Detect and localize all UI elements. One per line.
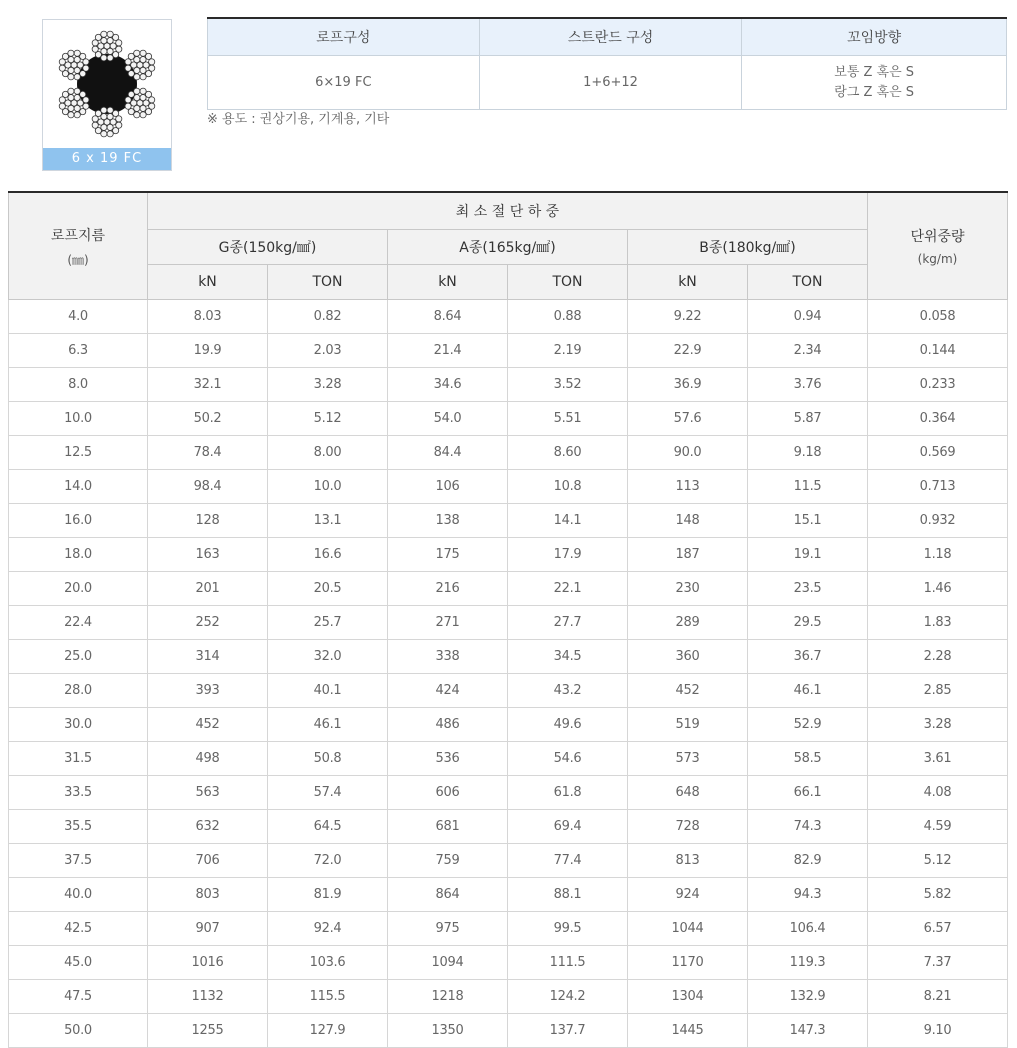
cell-unit-weight: 2.28 <box>868 640 1008 674</box>
wire <box>74 67 80 73</box>
cell-g-ton: 46.1 <box>268 708 388 742</box>
cell-b-kn: 113 <box>628 470 748 504</box>
header-grade-a: A종(165kg/㎟) <box>388 230 628 265</box>
cell-g-ton: 103.6 <box>268 946 388 980</box>
cell-g-ton: 40.1 <box>268 674 388 708</box>
cell-g-kn: 98.4 <box>148 470 268 504</box>
header-b-ton: TON <box>748 265 868 300</box>
cell-g-kn: 563 <box>148 776 268 810</box>
cell-a-ton: 88.1 <box>508 878 628 912</box>
header-rope-diameter <box>9 192 148 300</box>
cell-a-ton: 8.60 <box>508 436 628 470</box>
cell-b-ton: 58.5 <box>748 742 868 776</box>
wire <box>74 74 80 80</box>
cell-a-kn: 138 <box>388 504 508 538</box>
cell-g-kn: 393 <box>148 674 268 708</box>
cell-b-ton: 29.5 <box>748 606 868 640</box>
cell-diameter: 33.5 <box>9 776 148 810</box>
cell-b-ton: 74.3 <box>748 810 868 844</box>
cell-b-ton: 0.94 <box>748 300 868 334</box>
cell-g-ton: 3.28 <box>268 368 388 402</box>
cell-unit-weight: 0.713 <box>868 470 1008 504</box>
cell-unit-weight: 6.57 <box>868 912 1008 946</box>
cell-a-kn: 486 <box>388 708 508 742</box>
cell-b-ton: 82.9 <box>748 844 868 878</box>
cell-g-ton: 115.5 <box>268 980 388 1014</box>
header-unit-weight <box>868 192 1008 300</box>
cell-b-kn: 360 <box>628 640 748 674</box>
cell-b-ton: 11.5 <box>748 470 868 504</box>
cell-b-kn: 1044 <box>628 912 748 946</box>
wire <box>116 40 122 46</box>
header-g-ton: TON <box>268 265 388 300</box>
table-row <box>9 912 1008 946</box>
wire <box>107 131 113 137</box>
cell-unit-weight: 5.12 <box>868 844 1008 878</box>
cell-g-kn: 8.03 <box>148 300 268 334</box>
cell-b-ton: 119.3 <box>748 946 868 980</box>
wire <box>83 59 89 65</box>
cell-a-kn: 54.0 <box>388 402 508 436</box>
wire <box>68 95 74 101</box>
cell-b-kn: 57.6 <box>628 402 748 436</box>
cell-a-ton: 5.51 <box>508 402 628 436</box>
table-row <box>9 470 1008 504</box>
cell-unit-weight: 9.10 <box>868 1014 1008 1048</box>
table-row <box>9 402 1008 436</box>
table-row <box>9 810 1008 844</box>
cell-g-ton: 20.5 <box>268 572 388 606</box>
cell-b-ton: 94.3 <box>748 878 868 912</box>
cell-b-ton: 52.9 <box>748 708 868 742</box>
cell-unit-weight: 3.61 <box>868 742 1008 776</box>
cell-a-kn: 271 <box>388 606 508 640</box>
wire <box>59 103 65 109</box>
cell-g-kn: 1132 <box>148 980 268 1014</box>
wire <box>59 65 65 71</box>
cell-a-ton: 61.8 <box>508 776 628 810</box>
cell-a-ton: 22.1 <box>508 572 628 606</box>
cell-diameter: 37.5 <box>9 844 148 878</box>
cell-diameter: 40.0 <box>9 878 148 912</box>
cell-a-kn: 175 <box>388 538 508 572</box>
usage-note: ※ 용도 : 권상기용, 기계용, 기타 <box>207 112 390 127</box>
cell-diameter: 14.0 <box>9 470 148 504</box>
cell-unit-weight: 0.233 <box>868 368 1008 402</box>
cell-g-kn: 201 <box>148 572 268 606</box>
wire <box>140 74 146 80</box>
cell-a-kn: 424 <box>388 674 508 708</box>
cell-diameter: 47.5 <box>9 980 148 1014</box>
wire <box>134 95 140 101</box>
lay-direction-line-2: 랑그 Z 혹은 S <box>834 84 915 100</box>
cell-b-kn: 452 <box>628 674 748 708</box>
wire <box>134 88 140 94</box>
cell-unit-weight: 1.46 <box>868 572 1008 606</box>
cell-g-kn: 706 <box>148 844 268 878</box>
cell-a-ton: 54.6 <box>508 742 628 776</box>
cell-g-kn: 452 <box>148 708 268 742</box>
cell-a-ton: 27.7 <box>508 606 628 640</box>
cell-a-ton: 49.6 <box>508 708 628 742</box>
wire <box>125 103 131 109</box>
cell-g-kn: 50.2 <box>148 402 268 436</box>
rope-cross-section-image <box>43 20 171 148</box>
cell-unit-weight: 7.37 <box>868 946 1008 980</box>
cell-b-kn: 289 <box>628 606 748 640</box>
table-row <box>9 606 1008 640</box>
header-grade-b: B종(180kg/㎟) <box>628 230 868 265</box>
wire <box>74 105 80 111</box>
wire <box>140 57 146 63</box>
table-row <box>9 878 1008 912</box>
cell-diameter: 18.0 <box>9 538 148 572</box>
wire <box>107 124 113 130</box>
wire <box>107 114 113 120</box>
cell-g-ton: 92.4 <box>268 912 388 946</box>
cell-diameter: 30.0 <box>9 708 148 742</box>
cell-a-kn: 338 <box>388 640 508 674</box>
table-row <box>9 776 1008 810</box>
wire <box>107 48 113 54</box>
cell-a-kn: 1350 <box>388 1014 508 1048</box>
wire <box>134 50 140 56</box>
rope-composition-value: 6×19 FC <box>208 56 480 110</box>
cell-g-kn: 314 <box>148 640 268 674</box>
cell-a-kn: 1094 <box>388 946 508 980</box>
table-row <box>9 742 1008 776</box>
cell-b-kn: 648 <box>628 776 748 810</box>
cell-a-ton: 34.5 <box>508 640 628 674</box>
cell-a-kn: 681 <box>388 810 508 844</box>
rope-caption: 6 x 19 FC <box>43 148 171 170</box>
wire <box>101 107 107 113</box>
cell-g-ton: 64.5 <box>268 810 388 844</box>
cell-a-ton: 69.4 <box>508 810 628 844</box>
table-row <box>9 1014 1008 1048</box>
wire <box>74 95 80 101</box>
cell-a-ton: 124.2 <box>508 980 628 1014</box>
cell-g-kn: 19.9 <box>148 334 268 368</box>
wire <box>92 122 98 128</box>
cell-g-ton: 0.82 <box>268 300 388 334</box>
cell-g-ton: 2.03 <box>268 334 388 368</box>
cell-g-kn: 632 <box>148 810 268 844</box>
wire <box>101 31 107 37</box>
cell-g-ton: 25.7 <box>268 606 388 640</box>
table-row <box>9 640 1008 674</box>
cell-a-ton: 10.8 <box>508 470 628 504</box>
cell-a-kn: 759 <box>388 844 508 878</box>
cell-unit-weight: 0.932 <box>868 504 1008 538</box>
cell-diameter: 4.0 <box>9 300 148 334</box>
cell-a-ton: 2.19 <box>508 334 628 368</box>
cell-unit-weight: 0.058 <box>868 300 1008 334</box>
rope-spec-table <box>207 17 1007 110</box>
cell-b-kn: 813 <box>628 844 748 878</box>
cell-b-ton: 106.4 <box>748 912 868 946</box>
cell-b-ton: 66.1 <box>748 776 868 810</box>
cell-g-ton: 5.12 <box>268 402 388 436</box>
wire <box>134 57 140 63</box>
cell-g-kn: 1016 <box>148 946 268 980</box>
cell-a-kn: 536 <box>388 742 508 776</box>
cell-unit-weight: 0.144 <box>868 334 1008 368</box>
wire <box>68 88 74 94</box>
wire <box>68 57 74 63</box>
cell-b-ton: 36.7 <box>748 640 868 674</box>
cell-b-kn: 148 <box>628 504 748 538</box>
cell-diameter: 42.5 <box>9 912 148 946</box>
cell-diameter: 50.0 <box>9 1014 148 1048</box>
cell-g-kn: 128 <box>148 504 268 538</box>
cell-a-kn: 1218 <box>388 980 508 1014</box>
unit-weight-unit: (kg/m) <box>917 252 958 266</box>
table-row <box>9 674 1008 708</box>
cell-b-ton: 2.34 <box>748 334 868 368</box>
cell-a-ton: 137.7 <box>508 1014 628 1048</box>
cell-g-ton: 32.0 <box>268 640 388 674</box>
cell-b-ton: 132.9 <box>748 980 868 1014</box>
cell-g-kn: 163 <box>148 538 268 572</box>
cell-diameter: 20.0 <box>9 572 148 606</box>
rope-diameter-label: 로프지름 <box>50 227 106 244</box>
cell-b-kn: 22.9 <box>628 334 748 368</box>
cell-g-kn: 803 <box>148 878 268 912</box>
table-row <box>9 538 1008 572</box>
cell-unit-weight: 8.21 <box>868 980 1008 1014</box>
cell-a-kn: 21.4 <box>388 334 508 368</box>
cell-g-ton: 127.9 <box>268 1014 388 1048</box>
unit-weight-label: 단위중량 <box>910 229 965 245</box>
wire <box>101 38 107 44</box>
wire <box>107 55 113 61</box>
table-row <box>9 334 1008 368</box>
cell-a-kn: 975 <box>388 912 508 946</box>
wire <box>149 97 155 103</box>
cell-diameter: 22.4 <box>9 606 148 640</box>
cell-b-ton: 3.76 <box>748 368 868 402</box>
header-min-breaking-load: 최 소 절 단 하 중 <box>148 192 868 230</box>
cell-b-kn: 36.9 <box>628 368 748 402</box>
table-row <box>9 572 1008 606</box>
cell-b-kn: 230 <box>628 572 748 606</box>
wire <box>101 114 107 120</box>
wire <box>74 112 80 118</box>
cell-diameter: 16.0 <box>9 504 148 538</box>
breaking-load-table <box>8 191 1008 1048</box>
cell-a-ton: 99.5 <box>508 912 628 946</box>
cell-a-ton: 14.1 <box>508 504 628 538</box>
table-row <box>9 368 1008 402</box>
table-row <box>9 980 1008 1014</box>
cell-a-kn: 34.6 <box>388 368 508 402</box>
wire <box>83 97 89 103</box>
cell-b-kn: 187 <box>628 538 748 572</box>
cell-b-ton: 23.5 <box>748 572 868 606</box>
wire <box>149 59 155 65</box>
cell-b-ton: 19.1 <box>748 538 868 572</box>
cell-diameter: 35.5 <box>9 810 148 844</box>
cell-b-kn: 1170 <box>628 946 748 980</box>
table-row <box>9 300 1008 334</box>
cell-a-kn: 216 <box>388 572 508 606</box>
cell-b-ton: 147.3 <box>748 1014 868 1048</box>
cell-b-kn: 519 <box>628 708 748 742</box>
cell-b-kn: 924 <box>628 878 748 912</box>
header-a-kn: kN <box>388 265 508 300</box>
cell-unit-weight: 4.08 <box>868 776 1008 810</box>
wire <box>107 38 113 44</box>
header-strand-composition: 스트란드 구성 <box>479 18 742 56</box>
cell-g-ton: 8.00 <box>268 436 388 470</box>
cell-b-ton: 5.87 <box>748 402 868 436</box>
cell-b-ton: 9.18 <box>748 436 868 470</box>
lay-direction-value <box>742 56 1007 110</box>
cell-diameter: 12.5 <box>9 436 148 470</box>
table-row <box>9 708 1008 742</box>
cell-g-ton: 10.0 <box>268 470 388 504</box>
cell-a-ton: 43.2 <box>508 674 628 708</box>
cell-unit-weight: 4.59 <box>868 810 1008 844</box>
cell-unit-weight: 0.569 <box>868 436 1008 470</box>
cell-g-kn: 498 <box>148 742 268 776</box>
cell-diameter: 10.0 <box>9 402 148 436</box>
cell-a-ton: 0.88 <box>508 300 628 334</box>
header-lay-direction: 꼬임방향 <box>742 18 1007 56</box>
wire <box>125 65 131 71</box>
cell-g-kn: 78.4 <box>148 436 268 470</box>
table-row <box>9 436 1008 470</box>
cell-g-kn: 252 <box>148 606 268 640</box>
cell-diameter: 45.0 <box>9 946 148 980</box>
cell-b-kn: 9.22 <box>628 300 748 334</box>
cell-b-kn: 1445 <box>628 1014 748 1048</box>
lay-direction-line-1: 보통 Z 혹은 S <box>834 64 915 80</box>
cell-a-ton: 111.5 <box>508 946 628 980</box>
rope-cross-section-figure <box>42 19 172 171</box>
cell-g-ton: 81.9 <box>268 878 388 912</box>
cell-b-ton: 46.1 <box>748 674 868 708</box>
header-b-kn: kN <box>628 265 748 300</box>
table-row <box>9 946 1008 980</box>
cell-unit-weight: 3.28 <box>868 708 1008 742</box>
wire <box>116 116 122 122</box>
wire <box>68 50 74 56</box>
cell-unit-weight: 5.82 <box>868 878 1008 912</box>
cell-g-ton: 72.0 <box>268 844 388 878</box>
cell-g-kn: 32.1 <box>148 368 268 402</box>
header-grade-g: G종(150kg/㎟) <box>148 230 388 265</box>
header-g-kn: kN <box>148 265 268 300</box>
cell-unit-weight: 1.83 <box>868 606 1008 640</box>
cell-g-ton: 50.8 <box>268 742 388 776</box>
table-row <box>9 504 1008 538</box>
cell-diameter: 25.0 <box>9 640 148 674</box>
cell-a-kn: 84.4 <box>388 436 508 470</box>
rope-diameter-unit: (㎜) <box>67 252 89 267</box>
cell-g-ton: 57.4 <box>268 776 388 810</box>
table-body <box>9 300 1008 1048</box>
cell-a-kn: 106 <box>388 470 508 504</box>
cell-g-ton: 16.6 <box>268 538 388 572</box>
cell-a-kn: 864 <box>388 878 508 912</box>
cell-g-ton: 13.1 <box>268 504 388 538</box>
cell-unit-weight: 2.85 <box>868 674 1008 708</box>
cell-b-kn: 1304 <box>628 980 748 1014</box>
cell-b-ton: 15.1 <box>748 504 868 538</box>
cell-diameter: 28.0 <box>9 674 148 708</box>
wire <box>140 67 146 73</box>
cell-unit-weight: 1.18 <box>868 538 1008 572</box>
strand-composition-value: 1+6+12 <box>479 56 742 110</box>
cell-b-kn: 728 <box>628 810 748 844</box>
cell-g-kn: 1255 <box>148 1014 268 1048</box>
wire <box>140 105 146 111</box>
cell-a-ton: 3.52 <box>508 368 628 402</box>
cell-diameter: 31.5 <box>9 742 148 776</box>
cell-a-ton: 17.9 <box>508 538 628 572</box>
cell-diameter: 8.0 <box>9 368 148 402</box>
wire <box>140 112 146 118</box>
header-a-ton: TON <box>508 265 628 300</box>
table-row <box>9 844 1008 878</box>
cell-g-kn: 907 <box>148 912 268 946</box>
header-rope-composition: 로프구성 <box>208 18 480 56</box>
cell-a-kn: 8.64 <box>388 300 508 334</box>
cell-a-kn: 606 <box>388 776 508 810</box>
cell-b-kn: 573 <box>628 742 748 776</box>
cell-unit-weight: 0.364 <box>868 402 1008 436</box>
cell-a-ton: 77.4 <box>508 844 628 878</box>
wire <box>74 57 80 63</box>
cell-diameter: 6.3 <box>9 334 148 368</box>
cell-b-kn: 90.0 <box>628 436 748 470</box>
wire <box>140 95 146 101</box>
wire <box>92 46 98 52</box>
